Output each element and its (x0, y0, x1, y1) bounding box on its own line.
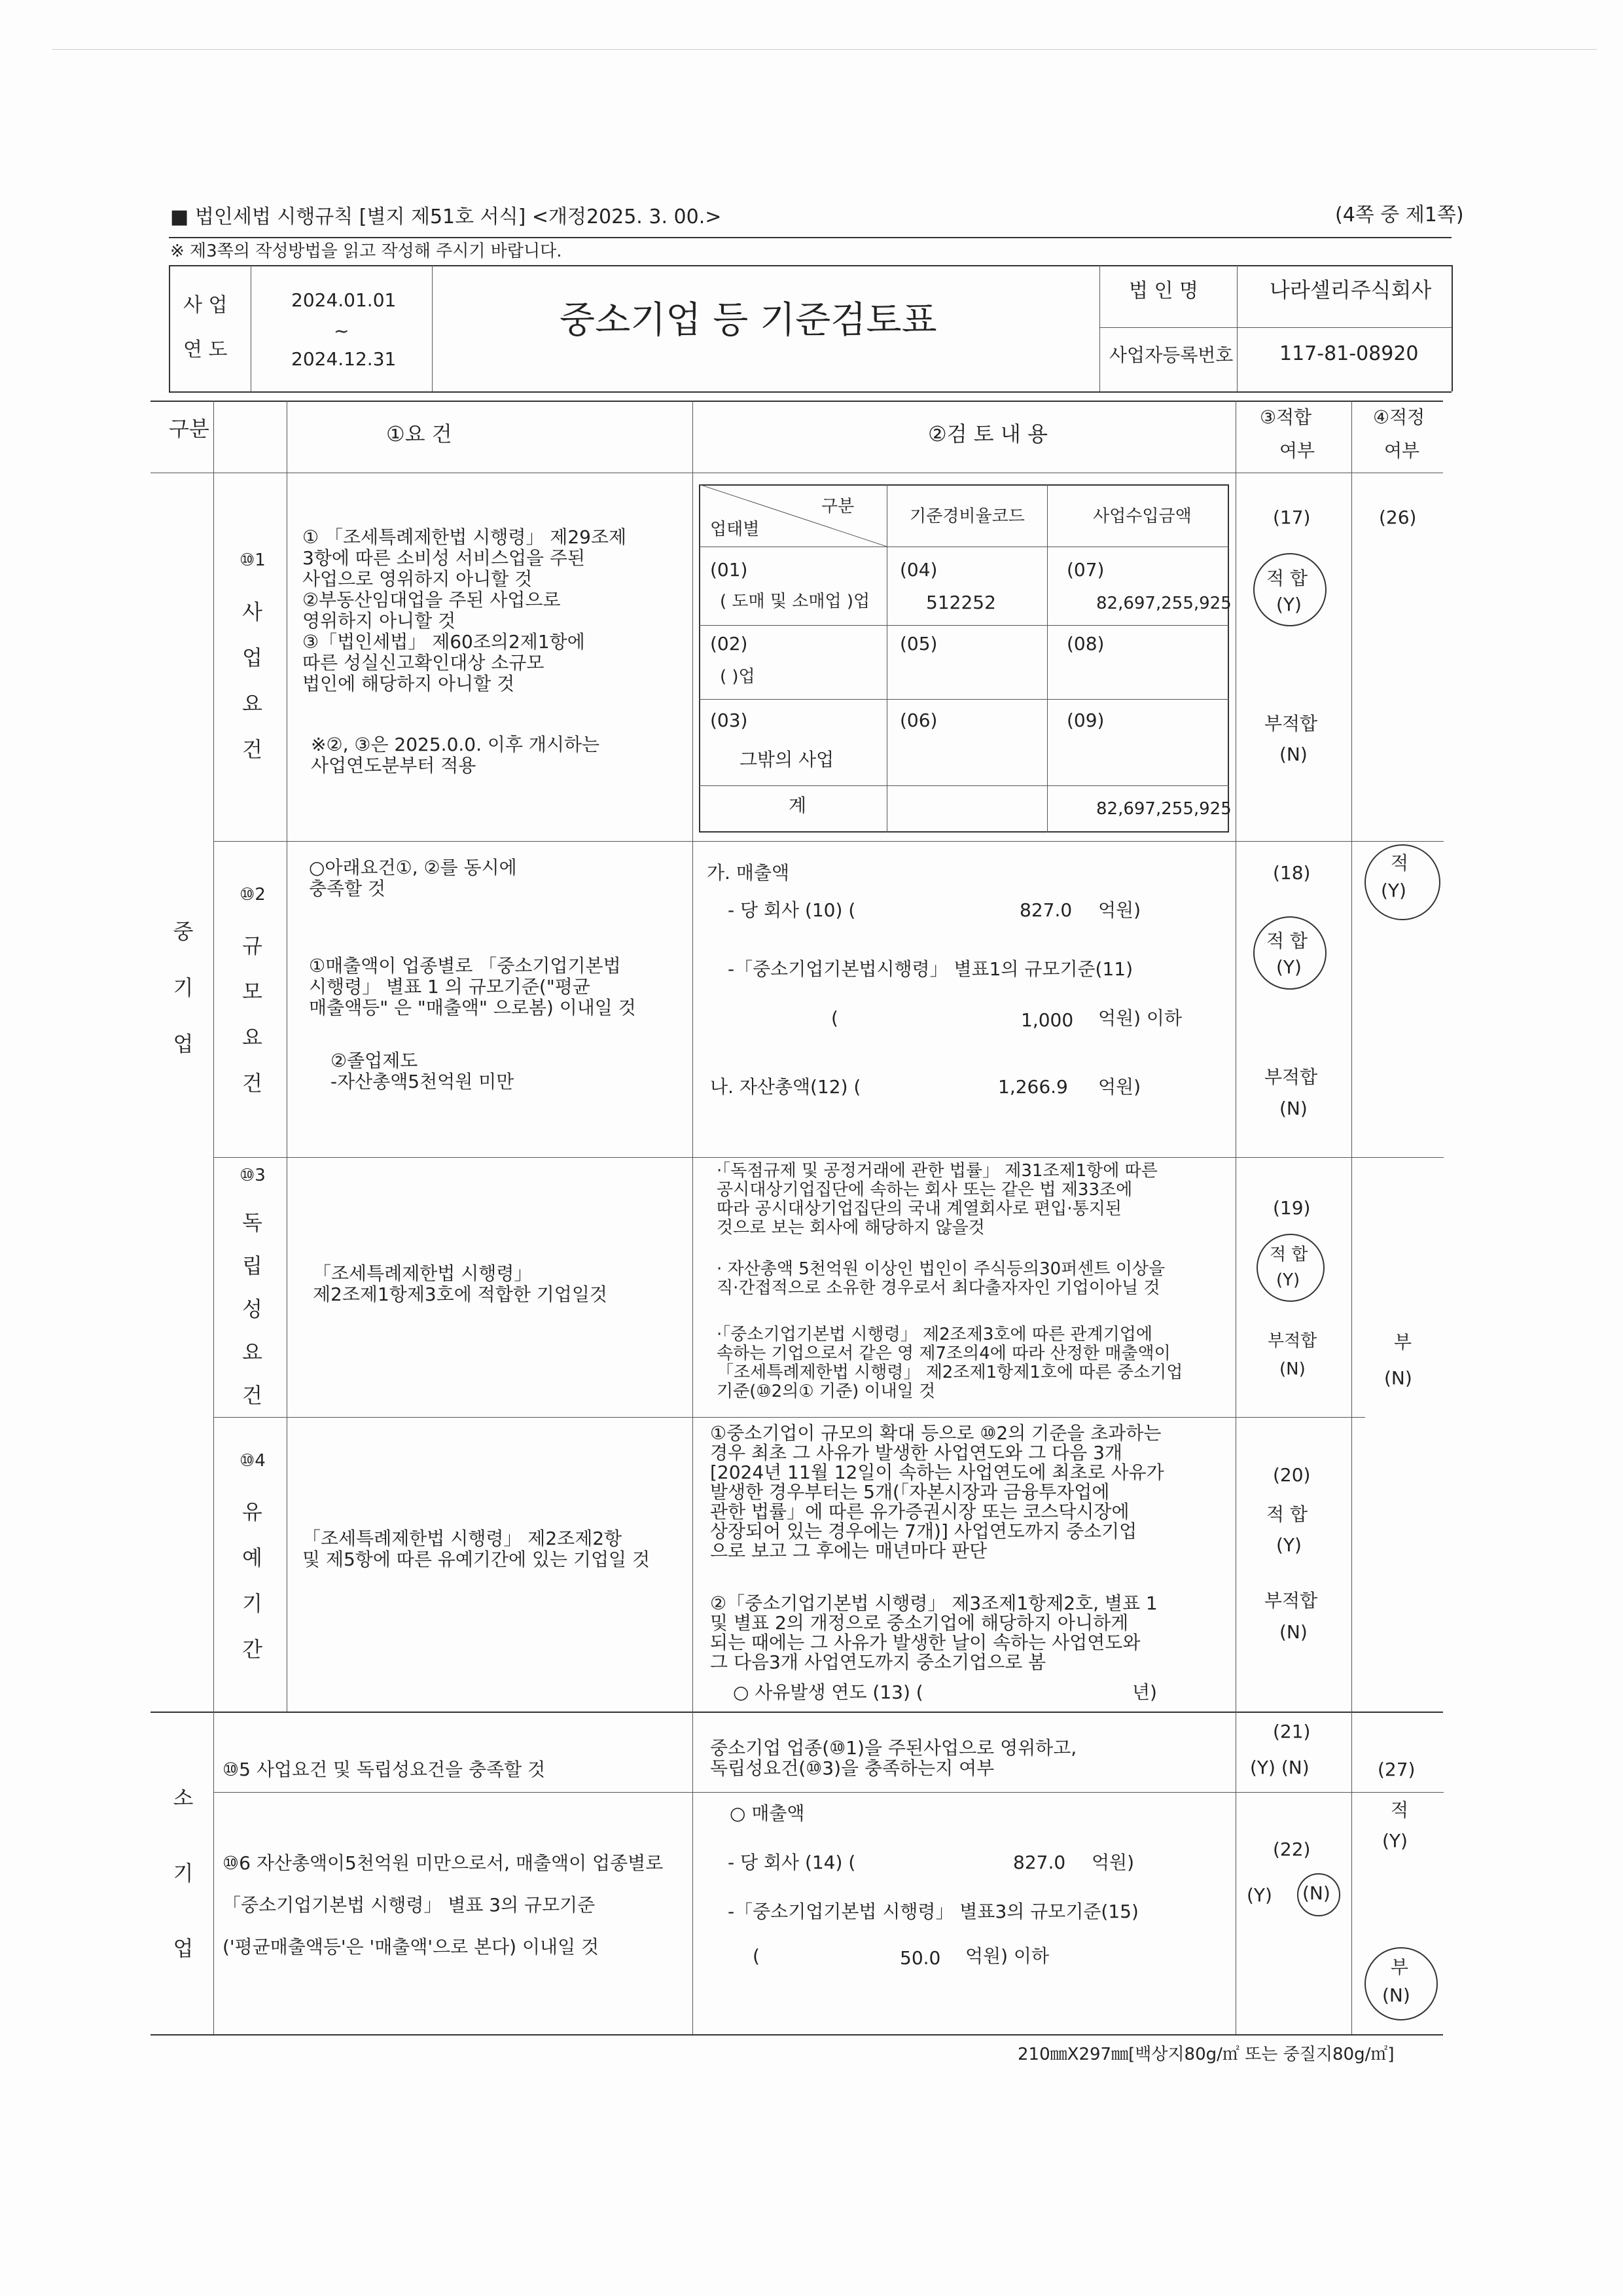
review-line: 기준(⑩2의① 기준) 이내일 것 (717, 1382, 936, 1401)
requirement-line: ①매출액이 업종별로 「중소기업기본법 (309, 955, 621, 977)
num-104: ⑩4 (240, 1451, 266, 1471)
row1-code: (01) (710, 559, 748, 581)
title-right-border (1452, 265, 1453, 391)
year-label-2: 연 도 (183, 338, 228, 361)
sales-std-open: ( (831, 1007, 838, 1029)
row2-c5: (05) (900, 633, 938, 655)
sales-our: - 당 회사 (10) ( (728, 899, 856, 921)
sales-title: 가. 매출액 (707, 862, 789, 884)
asset-value: 1,266.9 (998, 1076, 1068, 1098)
small-106-req (223, 1842, 663, 1968)
divider (213, 1417, 1365, 1418)
divider (1099, 265, 1100, 391)
form-reference: ■ 법인세법 시행규칙 [별지 제51호 서식] <개정2025. 3. 00.> (170, 206, 722, 228)
small-sales-std-unit: 억원) 이하 (965, 1945, 1050, 1967)
year-end: 2024.12.31 (291, 348, 397, 370)
sme-small-divider (151, 1712, 1443, 1713)
independence-req (313, 1263, 607, 1305)
fit-ng: 부적합 (1268, 1331, 1317, 1351)
row3-c9: (09) (1067, 709, 1105, 731)
row3-c6: (06) (900, 709, 938, 731)
corp-name: 나라셀리주식회사 (1270, 278, 1432, 302)
review-line: 중소기업 업종(⑩1)을 주된사업으로 영위하고, (710, 1737, 1077, 1759)
sales-std: -「중소기업기본법시행령」 별표1의 규모기준(11) (728, 958, 1133, 980)
sales-our-value: 827.0 (1020, 899, 1073, 921)
fit-ok: 적 합 (1266, 567, 1308, 589)
sales-std-unit: 억원) 이하 (1098, 1007, 1183, 1029)
divider (1099, 327, 1452, 328)
divider (699, 699, 1229, 700)
label-independence: 독립성요건 (242, 1210, 262, 1408)
requirement-line: 제2조제1항제3호에 적합한 기업일것 (313, 1283, 607, 1305)
title-bottom-border (169, 391, 1452, 393)
independence-bullet-1 (717, 1162, 1158, 1238)
small-sales-title: ○ 매출액 (730, 1803, 805, 1824)
grace-req (302, 1528, 650, 1570)
business-note (311, 734, 599, 776)
review-line: 따라 공시대상기업집단의 국내 계열회사로 편입·통지된 (717, 1199, 1122, 1219)
side-label-small: 소기업 (173, 1785, 194, 1961)
tbl-amount-header: 사업수입금액 (1093, 507, 1192, 526)
fit-yn-21: (Y) (N) (1250, 1757, 1310, 1778)
requirement-line: 매출액등" 은 "매출액" 으로봄) 이내일 것 (309, 997, 636, 1018)
title-top-border (169, 265, 1452, 266)
scan-top-edge (52, 49, 1597, 50)
title-left-border (169, 265, 170, 391)
year-label-1: 사 업 (183, 294, 228, 317)
review-line: 발생한 경우부터는 5개(「자본시장과 금융투자업에 (710, 1481, 1110, 1503)
proper-ng-n: (N) (1384, 1367, 1412, 1389)
proper-ok: 적 (1391, 1799, 1409, 1821)
review-line: 것으로 보는 회사에 해당하지 않을것 (717, 1218, 985, 1238)
row1-c4: (04) (900, 559, 938, 581)
small-sales-std: -「중소기업기본법 시행령」 별표3의 규모기준(15) (728, 1901, 1139, 1922)
divider (1351, 401, 1352, 2034)
divider (432, 265, 433, 391)
fit-ng-n: (N) (1279, 1621, 1308, 1643)
fit-num-19: (19) (1273, 1197, 1311, 1219)
review-line: ·「독점규제 및 공정거래에 관한 법률」 제31조제1항에 따른 (717, 1161, 1158, 1181)
row1-code-value: 512252 (926, 592, 996, 613)
small-105-req: ⑩5 사업요건 및 독립성요건을 충족할 것 (223, 1759, 546, 1780)
proper-ok-y: (Y) (1382, 1830, 1408, 1852)
main-top-border (151, 401, 1443, 402)
requirement-line: ②졸업제도 (330, 1050, 418, 1071)
review-line: ①중소기업이 규모의 확대 등으로 ⑩2의 기준을 초과하는 (710, 1422, 1162, 1444)
fit-ng: 부적합 (1264, 1590, 1318, 1611)
row2-c8: (08) (1067, 633, 1105, 655)
proper-num-26: (26) (1379, 507, 1417, 528)
requirement-line: -자산총액5천억원 미만 (330, 1071, 514, 1092)
review-line: 및 별표 2의 개정으로 중소기업에 해당하지 아니하게 (710, 1612, 1129, 1634)
proper-ng: 부 (1391, 1956, 1409, 1978)
footer-paper-spec: 210㎜X297㎜[백상지80g/㎡ 또는 중질지80g/㎡] (1018, 2045, 1395, 2064)
proper-ok-y: (Y) (1381, 880, 1406, 901)
requirement-line: 충족할 것 (309, 878, 386, 899)
biz-no-label: 사업자등록번호 (1109, 344, 1234, 366)
fit-ok-y: (Y) (1276, 1534, 1302, 1556)
fit-num-18: (18) (1273, 862, 1311, 884)
label-grace: 유예기간 (242, 1499, 262, 1662)
col-header-gubun: 구분 (169, 416, 209, 441)
col-header-proper-2: 여부 (1384, 440, 1420, 461)
review-line: 되는 때에는 그 사유가 발생한 날이 속하는 사업연도와 (710, 1632, 1141, 1653)
row2-name: ( )업 (720, 667, 755, 687)
col-header-requirement: ①요 건 (386, 422, 452, 446)
fit-y-22: (Y) (1247, 1884, 1272, 1906)
notice-text: ※ 제3쪽의 작성방법을 읽고 작성해 주시기 바랍니다. (170, 242, 562, 261)
page-title: 중소기업 등 기준검토표 (560, 299, 937, 342)
requirement-line: 사업으로 영위하지 아니할 것 (302, 568, 533, 590)
requirement-line: ('평균매출액등'은 '매출액'으로 본다) 이내일 것 (223, 1936, 599, 1958)
review-line: · 자산총액 5천억원 이상인 법인이 주식등의30퍼센트 이상을 (717, 1259, 1166, 1279)
review-line: 관한 법률」에 따른 유가증권시장 또는 코스닥시장에 (710, 1501, 1130, 1522)
requirement-line: 및 제5항에 따른 유예기간에 있는 기업일 것 (302, 1549, 651, 1570)
row3-name: 그밖의 사업 (740, 749, 834, 770)
sales-our-unit: 억원) (1098, 899, 1141, 921)
sales-std-value: 1,000 (1021, 1009, 1074, 1031)
requirement-line: 「조세특례제한법 시행령」 (313, 1263, 533, 1284)
grace-item-3: ○ 사유발생 연도 (13) ( (733, 1681, 923, 1703)
divider (213, 841, 1444, 842)
small-sales-our-value: 827.0 (1013, 1852, 1066, 1873)
requirement-line: 시행령」 별표 1 의 규모기준("평균 (309, 976, 590, 997)
review-line: ②「중소기업기본법 시행령」 제3조제1항제2호, 별표 1 (710, 1592, 1158, 1614)
divider (213, 1712, 214, 2034)
total-label: 계 (789, 795, 807, 816)
fit-ok-y: (Y) (1276, 594, 1302, 615)
requirement-line: ○아래요건①, ②를 동시에 (309, 857, 517, 878)
year-start: 2024.01.01 (291, 289, 397, 311)
fit-ok-circle (1253, 553, 1327, 626)
col-header-fit-1: ③적합 (1260, 406, 1312, 428)
fit-num-21: (21) (1273, 1721, 1311, 1742)
requirement-line: 따른 성실신고확인대상 소규모 (302, 652, 544, 673)
header-rule (169, 237, 1452, 238)
requirement-line: 「조세특례제한법 시행령」 제2조제2항 (302, 1528, 622, 1549)
small-sales-std-value: 50.0 (900, 1947, 941, 1969)
row1-c7: (07) (1067, 559, 1105, 581)
requirement-line: ②부동산임대업을 주된 사업으로 (302, 589, 561, 611)
fit-ok: 적 합 (1266, 930, 1308, 952)
review-line: 독립성요건(⑩3)을 충족하는지 여부 (710, 1757, 995, 1779)
fit-ok: 적 합 (1270, 1245, 1308, 1265)
independence-bullet-3 (717, 1325, 1183, 1401)
biz-no: 117-81-08920 (1279, 342, 1419, 365)
requirement-line: ③「법인세법」 제60조의2제1항에 (302, 631, 585, 653)
requirement-line: ⑩6 자산총액이5천억원 미만으로서, 매출액이 업종별로 (223, 1852, 664, 1874)
small-105-review (710, 1738, 1077, 1778)
review-line: 그 다음3개 사업연도까지 중소기업으로 봄 (710, 1651, 1046, 1673)
fit-ng-n: (N) (1279, 744, 1308, 765)
requirement-line: 「중소기업기본법 시행령」 별표 3의 규모기준 (223, 1894, 596, 1916)
proper-num-27: (27) (1378, 1759, 1416, 1780)
divider (1237, 265, 1238, 391)
fit-num-20: (20) (1273, 1464, 1311, 1486)
col-header-fit-2: 여부 (1279, 440, 1315, 461)
tbl-code-header: 기준경비율코드 (910, 507, 1025, 526)
num-102: ⑩2 (240, 885, 266, 905)
review-line: [2024년 11월 12일이 속하는 사업연도에 최초로 사유가 (710, 1462, 1164, 1483)
divider (699, 785, 1229, 786)
side-label-sme: 중기업 (173, 919, 194, 1056)
requirement-line: ① 「조세특례제한법 시행령」 제29조제 (302, 526, 627, 548)
asset-label: 나. 자산총액(12) ( (710, 1076, 861, 1098)
divider (699, 625, 1229, 626)
num-103: ⑩3 (240, 1166, 266, 1185)
divider (213, 1792, 1444, 1793)
fit-n-22: (N) (1302, 1882, 1330, 1904)
label-scale: 규모요건 (242, 933, 262, 1096)
divider (213, 1157, 1444, 1158)
note-line: 사업연도분부터 적용 (311, 755, 476, 776)
proper-ok: 적 (1391, 852, 1409, 874)
scale-req-b (309, 956, 636, 1018)
small-sales-std-open: ( (753, 1945, 760, 1967)
requirement-line: 법인에 해당하지 아니할 것 (302, 673, 515, 694)
requirement-line: 3항에 따른 소비성 서비스업을 주된 (302, 547, 586, 569)
row1-amount: 82,697,255,925 (1096, 594, 1232, 613)
main-bottom-border (151, 2034, 1443, 2036)
divider (692, 401, 693, 2034)
num-101: ⑩1 (240, 550, 266, 570)
page-info: (4쪽 중 제1쪽) (1335, 204, 1464, 226)
fit-ok: 적 합 (1266, 1503, 1308, 1525)
fit-num-17: (17) (1273, 507, 1311, 528)
fit-ng-n: (N) (1279, 1098, 1308, 1119)
review-line: 직·간접적으로 소유한 경우로서 최다출자자인 기업이아닐 것 (717, 1278, 1160, 1298)
small-sales-our-unit: 억원) (1092, 1852, 1135, 1873)
divider (213, 401, 214, 1712)
grace-item-3-end: 년) (1132, 1681, 1157, 1703)
total-amount: 82,697,255,925 (1096, 799, 1232, 819)
review-line: 상장되어 있는 경우에는 7개)] 사업연도까지 중소기업 (710, 1520, 1137, 1542)
independence-bullet-2 (717, 1260, 1165, 1298)
grace-item-1 (710, 1424, 1164, 1561)
col-header-review: ②검 토 내 용 (928, 422, 1048, 446)
review-line: 으로 보고 그 후에는 매년마다 판단 (710, 1540, 988, 1562)
review-line: ·「중소기업기본법 시행령」 제2조제3호에 따른 관계기업에 (717, 1325, 1152, 1344)
tbl-gubun: 구분 (821, 497, 855, 516)
review-line: 「조세특례제한법 시행령」 제2조제1항제1호에 따른 중소기업 (717, 1363, 1183, 1382)
fit-ok-y: (Y) (1276, 956, 1302, 978)
review-line: 경우 최초 그 사유가 발생한 사업연도와 그 다음 3개 (710, 1442, 1122, 1463)
proper-ng-n: (N) (1382, 1984, 1410, 2006)
asset-unit: 억원) (1098, 1076, 1141, 1098)
tbl-industry: 업태별 (710, 520, 760, 539)
scale-req-c (330, 1050, 514, 1092)
review-line: 속하는 기업으로서 같은 영 제7조의4에 따라 산정한 매출액이 (717, 1344, 1171, 1363)
note-line: ※②, ③은 2025.0.0. 이후 개시하는 (311, 734, 600, 755)
col-header-proper-1: ④적정 (1373, 406, 1425, 428)
row2-code: (02) (710, 633, 748, 655)
label-business: 사업요건 (242, 600, 262, 762)
grace-item-2 (710, 1594, 1158, 1672)
review-line: 공시대상기업집단에 속하는 회사 또는 같은 법 제33조에 (717, 1180, 1133, 1200)
fit-ok-circle (1257, 1234, 1325, 1302)
fit-ok-circle (1253, 916, 1327, 990)
requirement-line: 영위하지 아니할 것 (302, 610, 456, 632)
row1-name: ( 도매 및 소매업 )업 (720, 592, 870, 611)
row3-code: (03) (710, 709, 748, 731)
fit-num-22: (22) (1273, 1839, 1311, 1860)
fit-ng-n: (N) (1279, 1359, 1306, 1379)
fit-ok-y: (Y) (1276, 1270, 1300, 1290)
divider (1047, 484, 1048, 833)
fit-ng: 부적합 (1264, 713, 1318, 734)
business-req-text (302, 527, 626, 694)
small-sales-our: - 당 회사 (14) ( (728, 1852, 856, 1873)
fit-ng: 부적합 (1264, 1066, 1318, 1088)
year-tilde: ~ (334, 320, 349, 342)
proper-ng: 부 (1394, 1331, 1412, 1353)
corp-name-label: 법 인 명 (1129, 279, 1199, 302)
scale-req-a (309, 857, 517, 899)
